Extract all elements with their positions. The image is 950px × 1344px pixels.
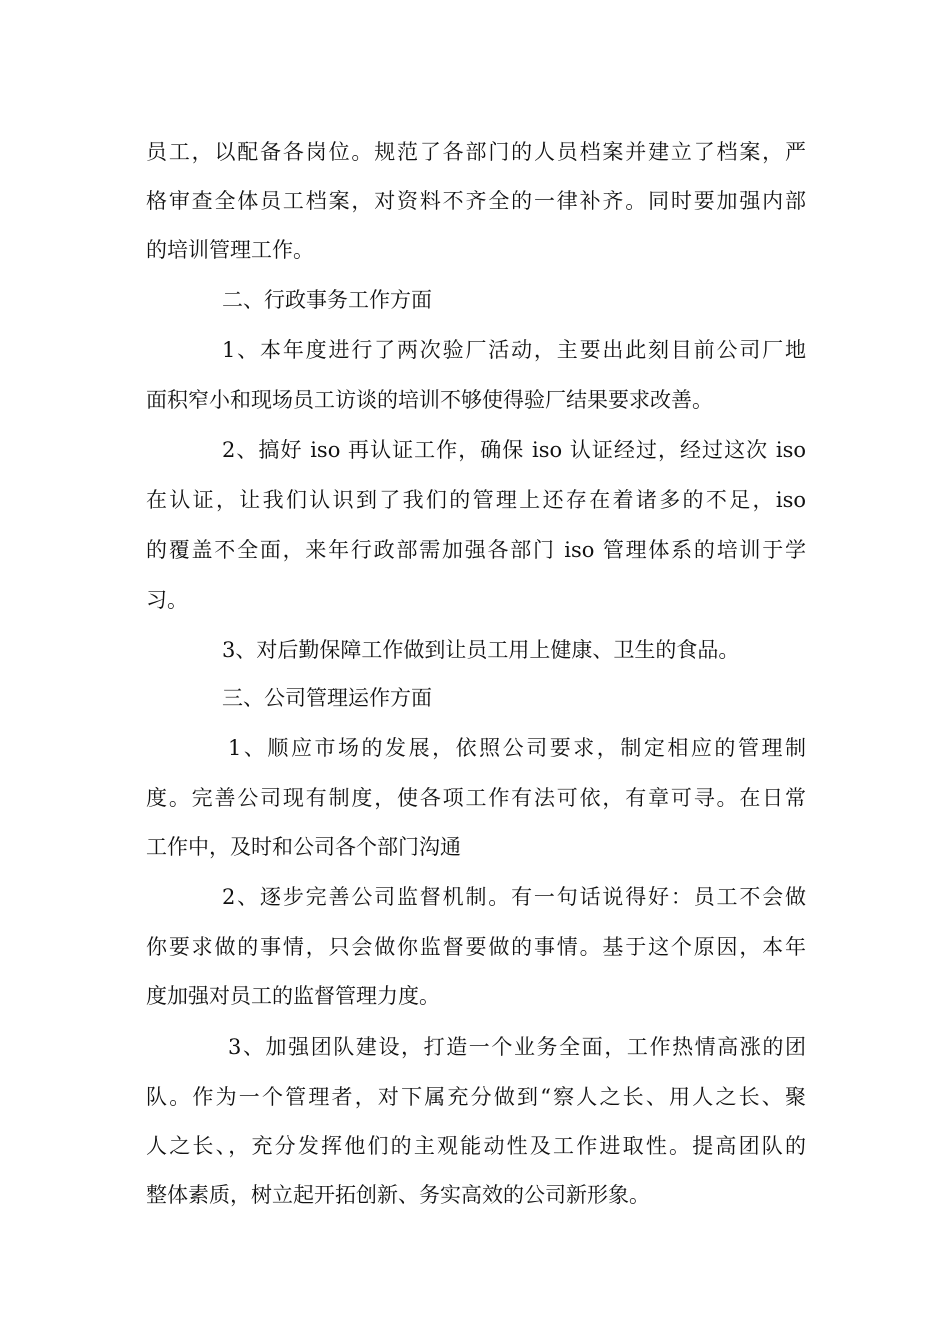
text-line: 3、加强团队建设，打造一个业务全面，工作热情高涨的团 bbox=[228, 1035, 806, 1059]
text-line: 人之长、，充分发挥他们的主观能动性及工作进取性。提高团队的 bbox=[146, 1134, 806, 1158]
text-line: 度。完善公司现有制度，使各项工作有法可依，有章可寻。在日常 bbox=[146, 786, 806, 810]
text-line: 2、搞好 iso 再认证工作，确保 iso 认证经过，经过这次 iso bbox=[222, 438, 806, 462]
text-line: 的培训管理工作。 bbox=[146, 238, 314, 262]
text-line: 工作中，及时和公司各个部门沟通 bbox=[146, 835, 461, 859]
text-line: 队。作为一个管理者，对下属充分做到“察人之长、用人之长、聚 bbox=[146, 1085, 806, 1109]
text-line: 在认证，让我们认识到了我们的管理上还存在着诸多的不足，iso bbox=[146, 488, 806, 512]
section-heading: 三、公司管理运作方面 bbox=[222, 686, 432, 710]
text-line: 1、顺应市场的发展，依照公司要求，制定相应的管理制 bbox=[228, 736, 806, 760]
text-line: 的覆盖不全面，来年行政部需加强各部门 iso 管理体系的培训于学 bbox=[146, 538, 806, 562]
text-line: 2、逐步完善公司监督机制。有一句话说得好：员工不会做 bbox=[222, 885, 806, 909]
text-line: 1、本年度进行了两次验厂活动，主要出此刻目前公司厂地 bbox=[222, 338, 806, 362]
text-line: 员工，以配备各岗位。规范了各部门的人员档案并建立了档案，严 bbox=[146, 140, 806, 164]
text-line: 3、对后勤保障工作做到让员工用上健康、卫生的食品。 bbox=[222, 638, 740, 662]
text-line: 你要求做的事情，只会做你监督要做的事情。基于这个原因，本年 bbox=[146, 935, 806, 959]
section-heading: 二、行政事务工作方面 bbox=[222, 288, 432, 312]
text-line: 格审查全体员工档案，对资料不齐全的一律补齐。同时要加强内部 bbox=[146, 189, 806, 213]
text-line: 习。 bbox=[146, 588, 188, 612]
text-line: 度加强对员工的监督管理力度。 bbox=[146, 984, 440, 1008]
text-line: 面积窄小和现场员工访谈的培训不够使得验厂结果要求改善。 bbox=[146, 388, 713, 412]
text-line: 整体素质，树立起开拓创新、务实高效的公司新形象。 bbox=[146, 1183, 650, 1207]
